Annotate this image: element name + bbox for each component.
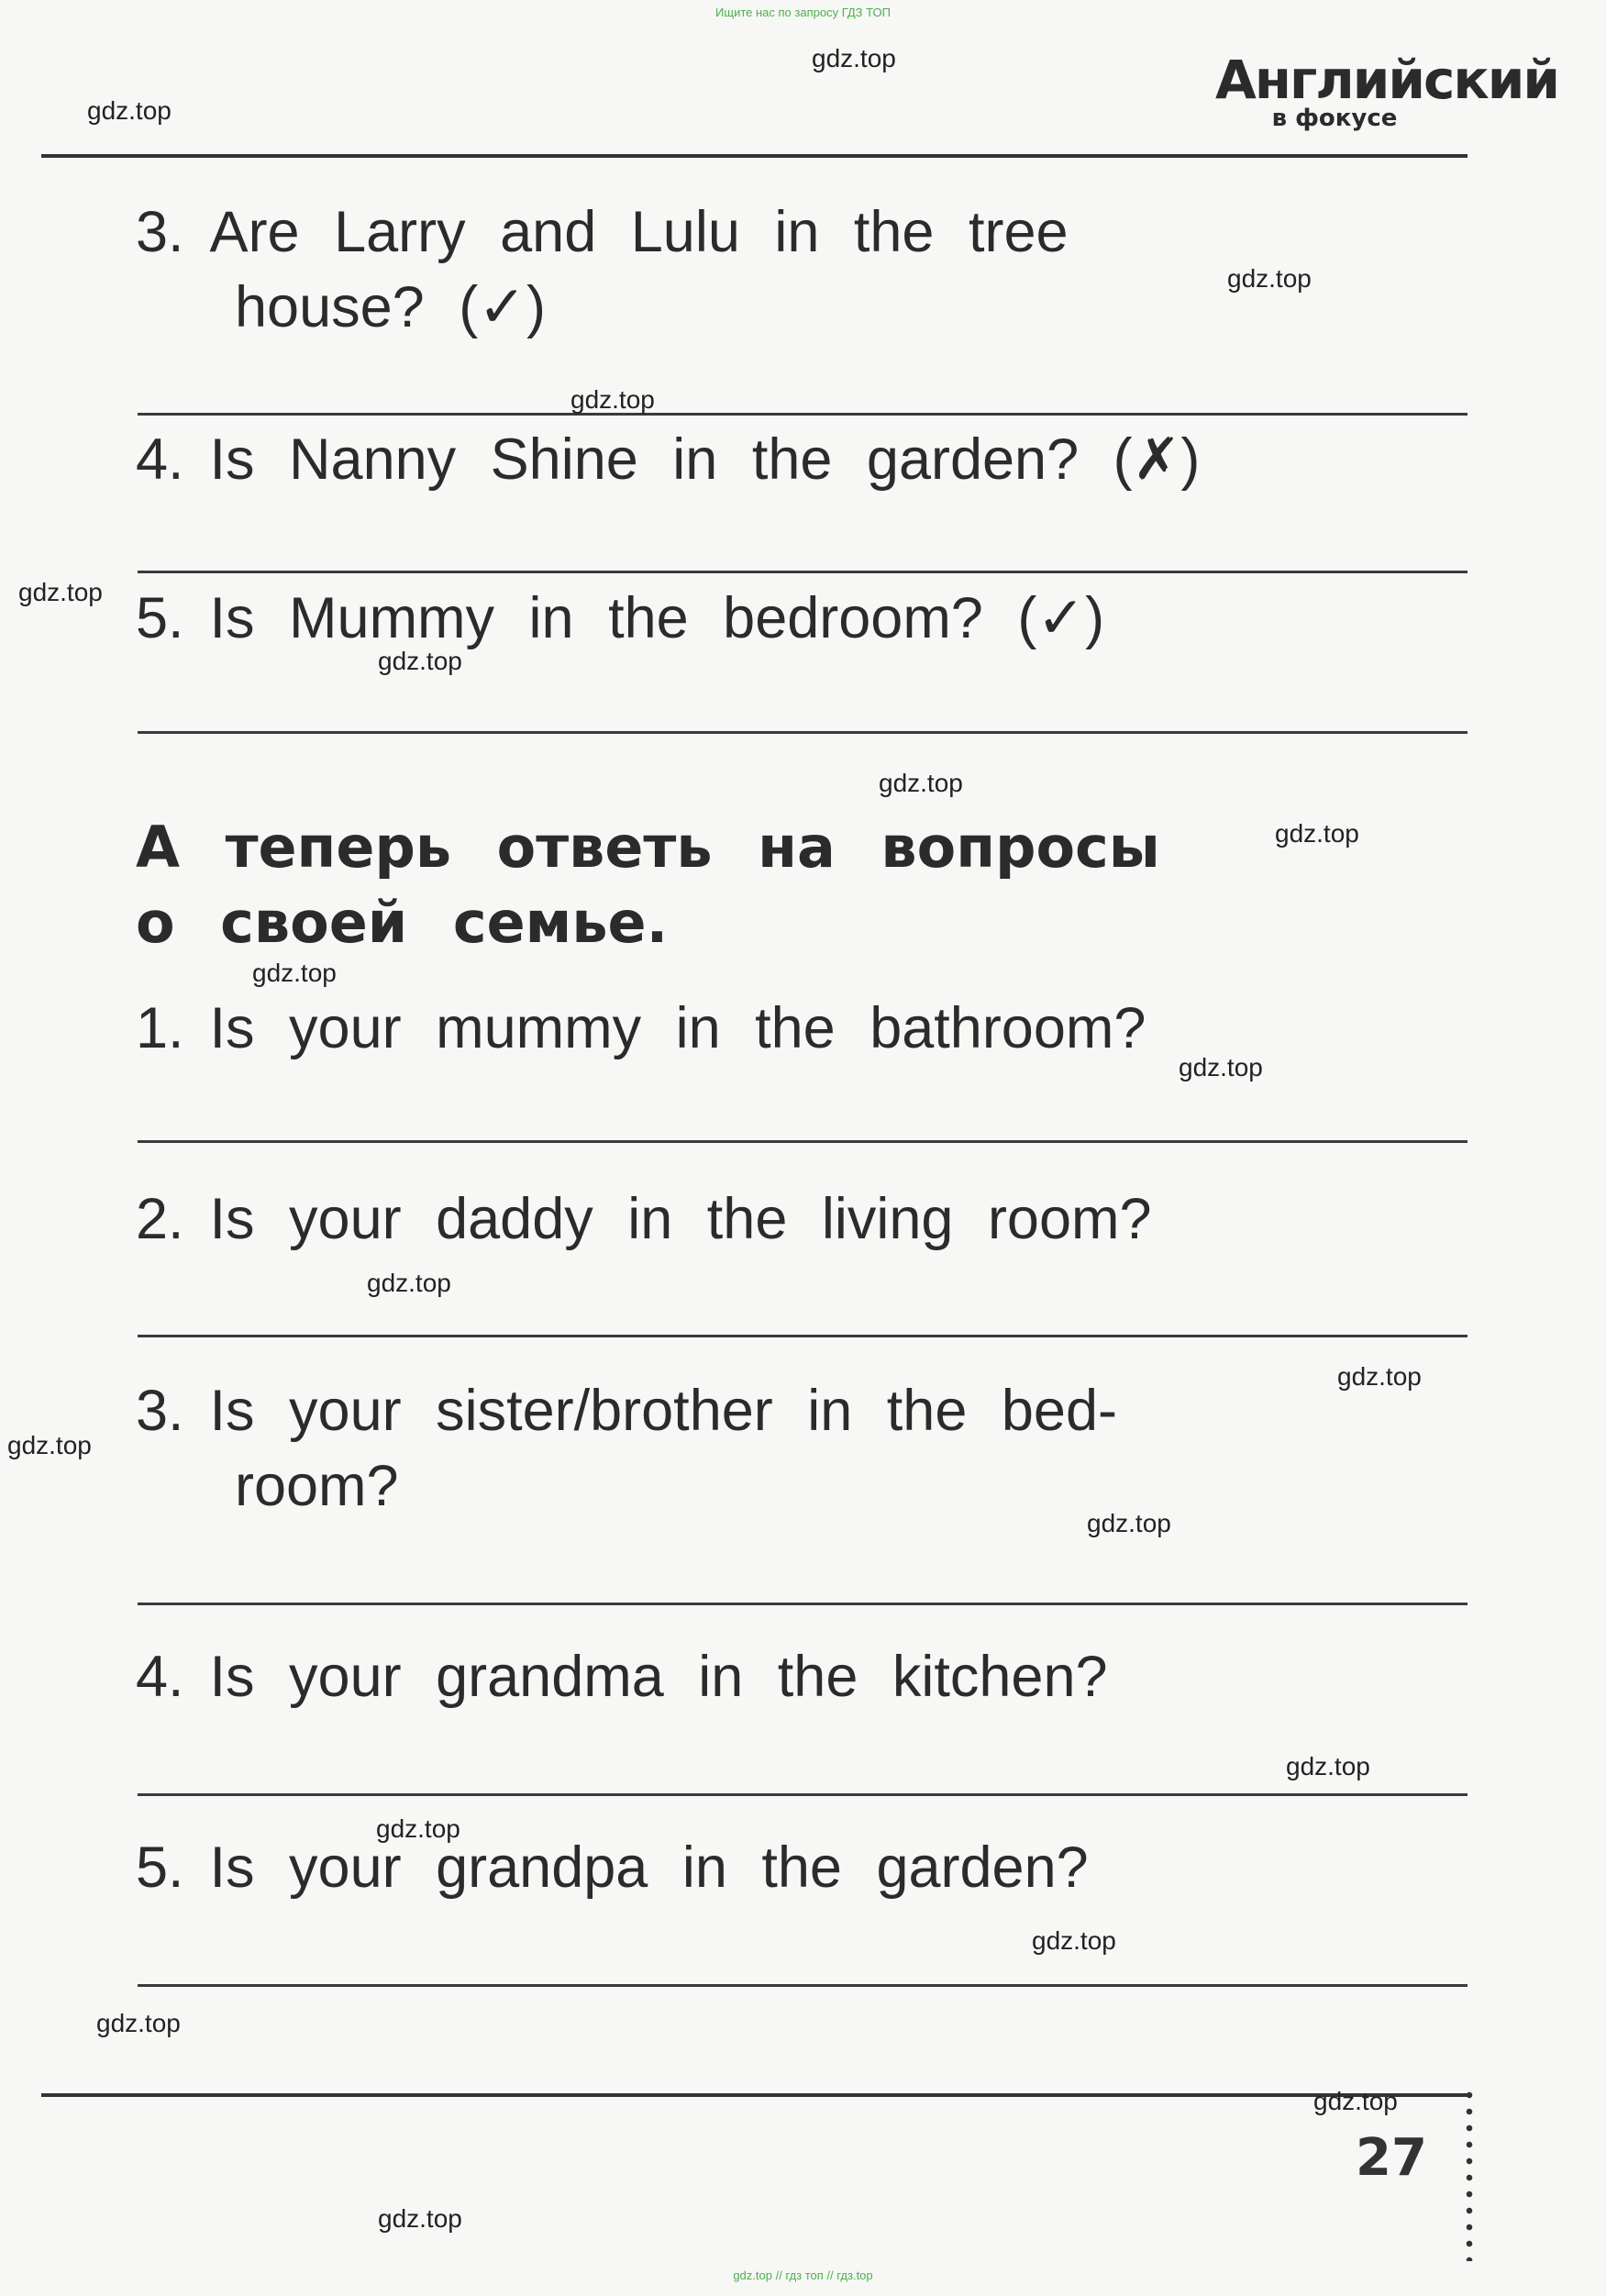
book-logo xyxy=(1215,49,1559,132)
watermark: gdz.top xyxy=(1227,264,1312,293)
family-question-5: 5. Is your grandpa in the garden? xyxy=(136,1836,1089,1900)
watermark: gdz.top xyxy=(1032,1926,1116,1955)
watermark: gdz.top xyxy=(1313,2087,1398,2115)
question-3: 3. Are Larry and Lulu in the tree house? (✓) xyxy=(136,200,1069,339)
watermark: gdz.top xyxy=(570,385,655,414)
watermark: gdz.top xyxy=(378,647,462,675)
family-question-3: 3. Is your sister/brother in the bed- room? xyxy=(136,1379,1117,1518)
top-banner: Ищите нас по запросу ГДЗ ТОП xyxy=(715,6,891,19)
family-answer-line-2 xyxy=(138,1335,1468,1337)
watermark: gdz.top xyxy=(96,2009,181,2037)
watermark: gdz.top xyxy=(378,2204,462,2233)
question-5: 5. Is Mummy in the bedroom? (✓) xyxy=(136,586,1105,650)
family-question-1: 1. Is your mummy in the bathroom? xyxy=(136,996,1146,1060)
header-divider xyxy=(41,154,1468,158)
page-edge-dots xyxy=(1466,2087,1473,2261)
watermark: gdz.top xyxy=(18,578,103,606)
watermark: gdz.top xyxy=(879,769,963,797)
logo-title: Английский xyxy=(1215,49,1559,111)
footer-divider xyxy=(41,2093,1468,2097)
watermark: gdz.top xyxy=(87,96,172,125)
family-answer-line-1 xyxy=(138,1140,1468,1143)
section-heading: А теперь ответь на вопросы о своей семье. xyxy=(136,814,1160,956)
watermark: gdz.top xyxy=(252,959,337,987)
watermark: gdz.top xyxy=(1337,1362,1422,1391)
watermark: gdz.top xyxy=(1286,1752,1370,1780)
watermark: gdz.top xyxy=(367,1269,451,1297)
family-answer-line-5 xyxy=(138,1984,1468,1987)
family-answer-line-4 xyxy=(138,1793,1468,1796)
watermark: gdz.top xyxy=(1179,1053,1263,1081)
answer-line-3 xyxy=(138,413,1468,416)
answer-line-5 xyxy=(138,731,1468,734)
family-question-2: 2. Is your daddy in the living room? xyxy=(136,1187,1152,1251)
watermark: gdz.top xyxy=(812,44,896,72)
answer-line-4 xyxy=(138,571,1468,573)
watermark: gdz.top xyxy=(1275,819,1359,848)
question-4: 4. Is Nanny Shine in the garden? (✗) xyxy=(136,427,1201,492)
watermark: gdz.top xyxy=(1087,1509,1171,1537)
bottom-banner: gdz.top // гдз топ // гдз.top xyxy=(733,2268,873,2282)
logo-subtitle: в фокусе xyxy=(1271,105,1398,132)
watermark: gdz.top xyxy=(376,1814,460,1843)
family-answer-line-3 xyxy=(138,1603,1468,1605)
watermark: gdz.top xyxy=(7,1431,92,1459)
family-question-4: 4. Is your grandma in the kitchen? xyxy=(136,1645,1108,1709)
page-number: 27 xyxy=(1356,2128,1427,2188)
